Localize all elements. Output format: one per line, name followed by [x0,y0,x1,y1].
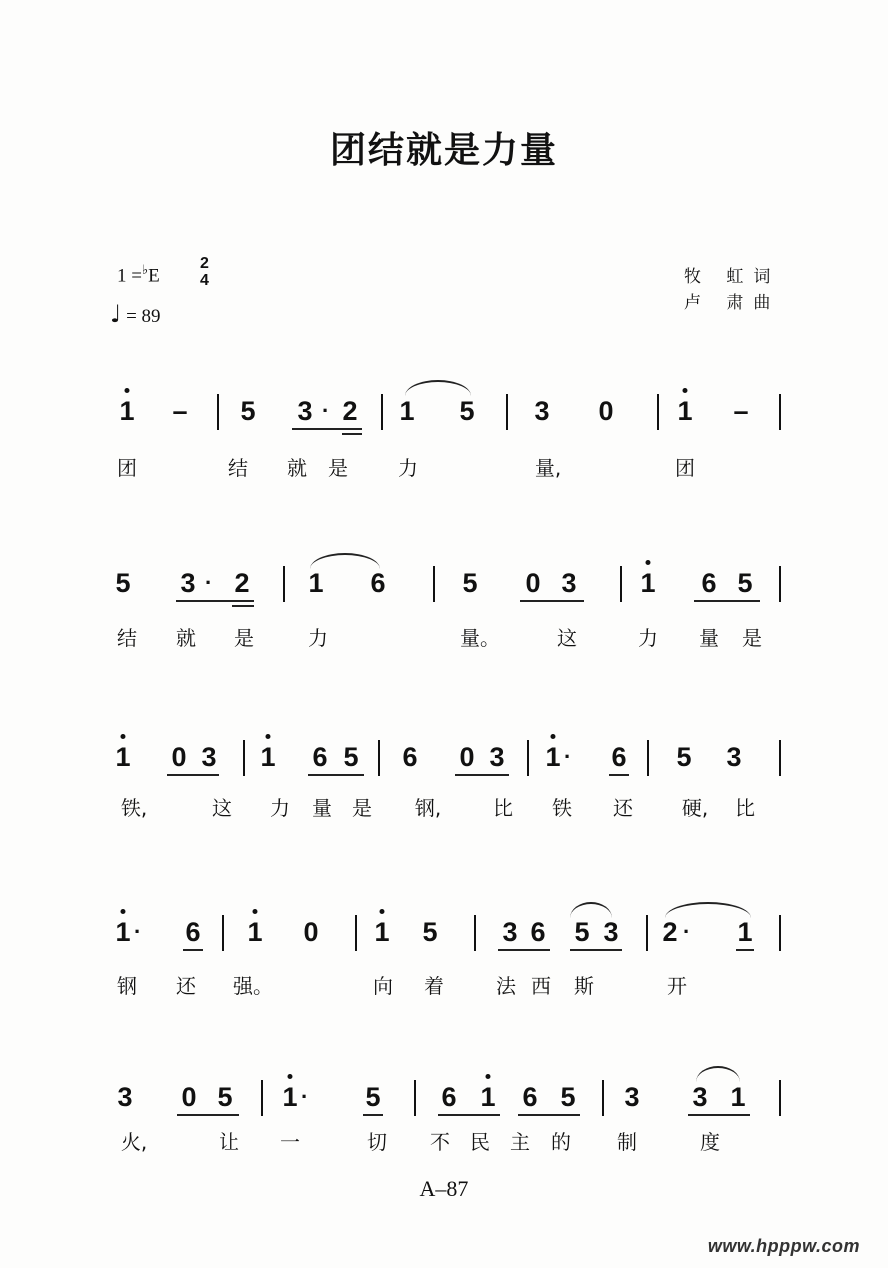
note: 3 [603,917,619,947]
note: 1 [640,568,656,598]
note: 3 [117,1082,133,1112]
note: 5 [574,917,590,947]
lyric: 着 [424,974,444,998]
lyric: 团 [117,456,137,480]
lyric: 开 [667,974,687,998]
lyric: 力 [398,456,418,480]
dot-augmentation: · [564,744,572,769]
note: 3 [489,742,505,772]
underline [518,1114,580,1116]
note: 3 [180,568,196,598]
underline [292,428,362,430]
underline [183,949,203,951]
note: 3 [297,396,313,426]
lyric: 量, [534,456,562,480]
lyric: 西 [531,974,551,998]
underline [694,600,760,602]
dot-augmentation: · [205,570,213,595]
note: 1 [119,396,135,426]
note: 5 [240,396,256,426]
note: 1 [399,396,415,426]
lyric: 还 [176,974,196,998]
note: 5 [462,568,478,598]
lyric: 向 [373,974,393,998]
time-signature-bottom: 4 [200,272,209,289]
tempo-marking [110,300,161,328]
note: 3 [502,917,518,947]
lyric: 量。 [460,626,500,650]
lyric: 还 [613,796,633,820]
note: 5 [459,396,475,426]
note: 6 [185,917,201,947]
note: 6 [402,742,418,772]
dot-augmentation: · [322,398,330,423]
barline [217,394,219,430]
barline [378,740,380,776]
quarter-note-icon: ♩ [110,300,122,328]
note: 1 [374,917,390,947]
barline [222,915,224,951]
rest: 0 [171,742,187,772]
note: 1 [545,742,561,772]
lyric: 制 [617,1130,637,1154]
lyric: 斯 [574,974,594,998]
barline [779,740,781,776]
barline [620,566,622,602]
lyric: 力 [308,626,328,650]
note: 6 [530,917,546,947]
lyric: 比 [493,796,513,820]
note: 1 [115,917,131,947]
time-signature [200,256,209,289]
lyricist-credit: 牧 虹词 [684,267,781,287]
note: 3 [561,568,577,598]
barline [779,1080,781,1116]
lyric: 比 [735,796,755,820]
lyric: 铁 [552,796,572,820]
underline [342,433,362,435]
rest: 0 [598,396,614,426]
lyric: 钢, [414,796,442,820]
barline [647,740,649,776]
tempo-value: = 89 [126,306,161,327]
lyric: 力 [638,626,658,650]
barline [414,1080,416,1116]
lyric: 是 [352,796,372,820]
lyric: 力 [270,796,290,820]
lyric: 这 [557,626,577,650]
underline [363,1114,383,1116]
note: 3 [726,742,742,772]
barline [779,915,781,951]
slur [310,553,380,569]
lyric: 量 [699,626,719,650]
note: 6 [522,1082,538,1112]
note: 6 [701,568,717,598]
watermark: www.hpppw.com [707,1236,860,1256]
dash: – [172,396,188,426]
song-title: 团结就是力量 [329,130,558,171]
underline [455,774,509,776]
note: 3 [534,396,550,426]
barline [283,566,285,602]
key-signature [117,262,160,287]
barline [602,1080,604,1116]
note: 1 [282,1082,298,1112]
barline [474,915,476,951]
lyric: 让 [219,1130,239,1154]
underline [177,1114,239,1116]
note: 1 [308,568,324,598]
lyric: 强。 [233,974,273,998]
dot-augmentation: · [134,919,142,944]
barline [355,915,357,951]
barline [646,915,648,951]
lyric: 这 [212,796,232,820]
barline [433,566,435,602]
underline [570,949,622,951]
lyric: 火, [120,1130,148,1154]
note: 2 [662,917,678,947]
note: 1 [480,1082,496,1112]
dot-augmentation: · [683,919,691,944]
note: 1 [730,1082,746,1112]
key-letter: E [148,265,160,287]
note: 1 [737,917,753,947]
lyric: 结 [117,626,137,650]
lyric: 主 [510,1130,530,1154]
lyric: 钢 [117,974,137,998]
barline [779,566,781,602]
key-tonic-number: 1 [117,265,127,287]
lyric: 一 [280,1130,300,1154]
note: 5 [217,1082,233,1112]
lyric: 铁, [120,796,148,820]
note: 5 [115,568,131,598]
barline [243,740,245,776]
flat-icon: ♭ [141,262,149,277]
note: 6 [312,742,328,772]
underline [167,774,219,776]
lyric: 切 [367,1130,387,1154]
note: 3 [692,1082,708,1112]
composer-credit: 卢 肃曲 [684,293,781,313]
note: 3 [201,742,217,772]
slur [405,380,471,396]
note: 1 [115,742,131,772]
note: 1 [260,742,276,772]
barline [261,1080,263,1116]
lyric: 硬, [681,796,709,820]
barline [657,394,659,430]
underline [609,774,629,776]
slur [696,1066,740,1082]
lyric: 是 [234,626,254,650]
lyric: 的 [551,1130,571,1154]
key-equals: = [131,265,142,287]
time-signature-top: 2 [200,255,209,272]
lyric: 结 [228,456,248,480]
note: 5 [365,1082,381,1112]
lyric: 就 [176,626,196,650]
lyric: 民 [470,1130,490,1154]
note: 3 [624,1082,640,1112]
lyric: 量 [312,796,332,820]
note: 5 [560,1082,576,1112]
underline [176,600,254,602]
dot-augmentation: · [301,1084,309,1109]
underline [498,949,550,951]
slur [665,902,751,918]
barline [381,394,383,430]
rest: 0 [525,568,541,598]
barline [506,394,508,430]
note: 6 [441,1082,457,1112]
lyric: 不 [430,1130,450,1154]
lyric: 就 [287,456,307,480]
slur [570,902,612,918]
note: 5 [422,917,438,947]
note: 6 [370,568,386,598]
rest: 0 [303,917,319,947]
rest: 0 [459,742,475,772]
barline [527,740,529,776]
note: 5 [676,742,692,772]
rest: 0 [181,1082,197,1112]
underline [520,600,584,602]
lyric: 法 [496,974,516,998]
note: 5 [343,742,359,772]
note: 5 [737,568,753,598]
lyric: 是 [328,456,348,480]
dash: – [733,396,749,426]
barline [779,394,781,430]
underline [736,949,754,951]
underline [232,605,254,607]
note: 2 [342,396,358,426]
lyric: 是 [742,626,762,650]
underline [688,1114,750,1116]
lyric: 度 [700,1130,720,1154]
underline [308,774,364,776]
page-number: A–87 [419,1176,469,1201]
note: 1 [247,917,263,947]
note: 1 [677,396,693,426]
underline [438,1114,500,1116]
note: 2 [234,568,250,598]
lyric: 团 [675,456,695,480]
note: 6 [611,742,627,772]
